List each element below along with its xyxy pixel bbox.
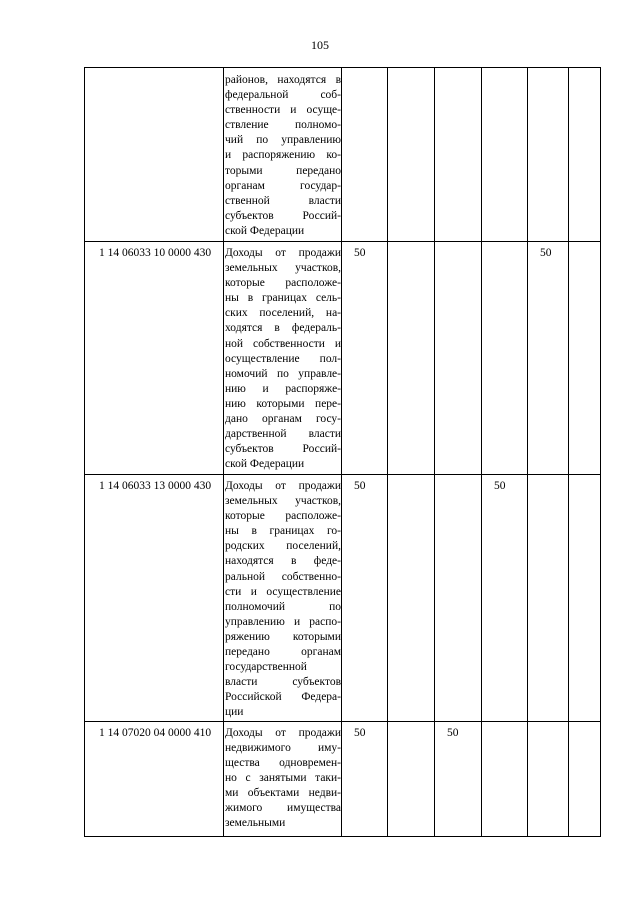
row-description [224, 68, 342, 242]
table-row [85, 242, 601, 475]
description-line: ходятся в федераль- [225, 322, 341, 335]
value-cell [569, 475, 601, 722]
description-line: чий по управлению [225, 134, 341, 147]
description-line: ной собственности и [225, 337, 341, 350]
table-row [85, 475, 601, 722]
description-line: щества одновремен- [225, 756, 341, 769]
value-cell: 50 [342, 721, 388, 836]
value-cell [528, 721, 569, 836]
value-cell [482, 721, 528, 836]
description-line: родских поселений, [225, 540, 341, 553]
description-line: Доходы от продажи [225, 247, 341, 259]
description-line: недвижимого иму- [225, 741, 341, 754]
description-line: которые расположе- [225, 277, 341, 290]
description-line: субъектов Россий- [225, 443, 341, 456]
description-line: номочий по управле- [225, 367, 341, 380]
description-line: земельными [225, 817, 286, 830]
value-cell [528, 68, 569, 242]
description-line: дарственной власти [225, 428, 341, 441]
value-cell [435, 242, 482, 475]
table-body [85, 68, 601, 837]
description-line: полномочий по [225, 600, 341, 613]
description-line: управлению и распо- [225, 615, 341, 628]
value-cell: 50 [342, 475, 388, 722]
row-description [224, 475, 342, 722]
value-cell [528, 475, 569, 722]
description-line: земельных участков, [225, 262, 341, 275]
description-line: субъектов Россий- [225, 209, 341, 222]
value-cell [342, 68, 388, 242]
value-cell [569, 68, 601, 242]
description-line: федеральной соб- [225, 89, 341, 102]
value-cell: 50 [342, 242, 388, 475]
description-line: ральной собственно- [225, 570, 341, 583]
row-code: 1 14 07020 04 0000 410 [85, 721, 224, 836]
page-number: 105 [311, 38, 329, 52]
value-cell [482, 68, 528, 242]
table-row [85, 721, 601, 836]
description-line: ствление полномо- [225, 119, 341, 132]
row-description [224, 721, 342, 836]
description-line: которые расположе- [225, 510, 341, 523]
description-line: нию и распоряже- [225, 382, 341, 395]
description-line: государственной [225, 661, 307, 674]
description-line: торыми передано [225, 164, 341, 177]
description-line: органам государ- [225, 179, 341, 192]
budget-table [84, 67, 601, 837]
description-line: находятся в феде- [225, 555, 341, 568]
description-line: ской Федерации [225, 458, 305, 471]
description-line: ственности и осуще- [225, 104, 341, 117]
description-line: но с занятыми таки- [225, 771, 341, 784]
value-cell [388, 242, 435, 475]
row-code: 1 14 06033 13 0000 430 [85, 475, 224, 722]
value-cell [388, 721, 435, 836]
description-line: осуществление пол- [225, 352, 341, 365]
table-row [85, 68, 601, 242]
description-line: земельных участков, [225, 495, 341, 508]
row-description [224, 242, 342, 475]
description-line: власти субъектов [225, 676, 341, 689]
description-line: ственной власти [225, 194, 341, 207]
description-line: ции [225, 706, 244, 719]
description-line: жимого имущества [225, 801, 341, 814]
value-cell [569, 721, 601, 836]
value-cell [388, 475, 435, 722]
description-line: ны в границах го- [225, 525, 341, 538]
value-cell [388, 68, 435, 242]
description-line: ми объектами недви- [225, 786, 341, 799]
row-code [85, 68, 224, 242]
value-cell: 50 [528, 242, 569, 475]
description-line: ны в границах сель- [225, 292, 341, 305]
description-line: Доходы от продажи [225, 726, 341, 739]
description-line: нию которыми пере- [225, 397, 341, 410]
value-cell [435, 68, 482, 242]
description-line: дано органам госу- [225, 413, 341, 426]
description-line: Доходы от продажи [225, 480, 341, 492]
description-line: и распоряжению ко- [225, 149, 341, 162]
value-cell: 50 [435, 721, 482, 836]
value-cell [435, 475, 482, 722]
row-code: 1 14 06033 10 0000 430 [85, 242, 224, 475]
description-line: передано органам [225, 646, 341, 659]
description-line: районов, находятся в [225, 74, 341, 86]
description-line: ских поселений, на- [225, 307, 341, 320]
description-line: ряжению которыми [225, 630, 341, 643]
value-cell [569, 242, 601, 475]
description-line: ской Федерации [225, 224, 305, 237]
description-line: Российской Федера- [225, 691, 341, 704]
description-line: сти и осуществление [225, 585, 341, 598]
value-cell [482, 242, 528, 475]
value-cell: 50 [482, 475, 528, 722]
